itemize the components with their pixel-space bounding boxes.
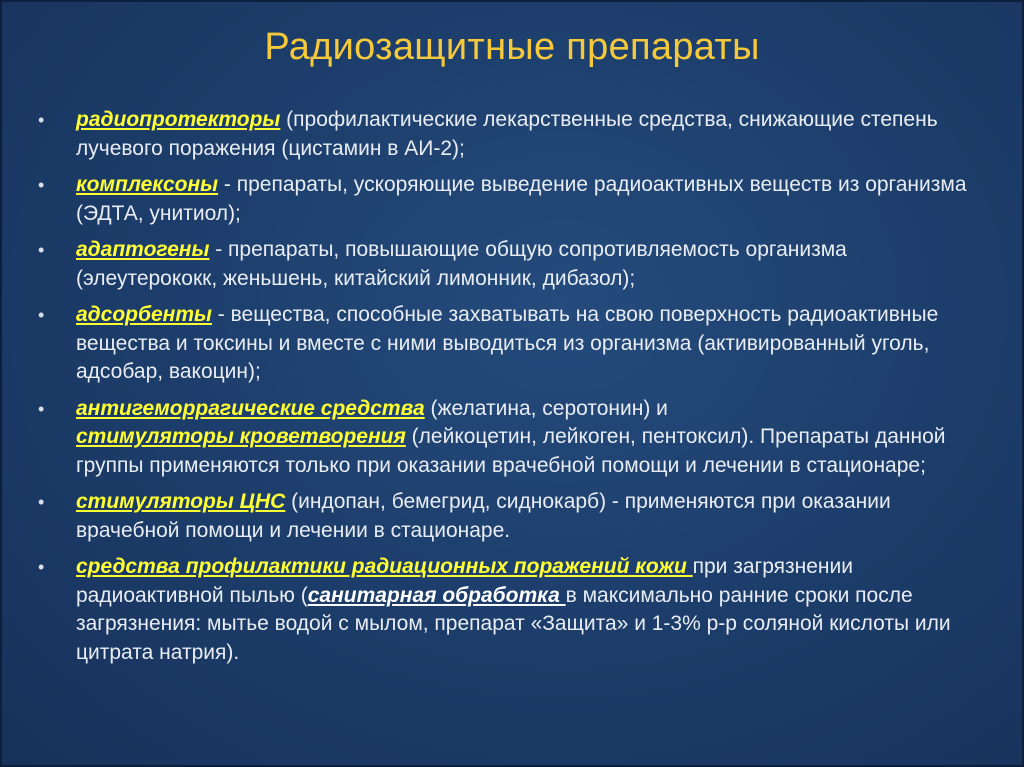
bullet-icon: • <box>38 240 45 260</box>
item-text-secondary: в максимально ранние сроки после загрязнения: мытье водой с мылом, препарат «Защита» и 1-3% р-р соляной кислоты или цитрата натрия). <box>76 583 951 664</box>
list-item <box>32 395 992 481</box>
item-term-secondary: санитарная обработка <box>307 583 566 607</box>
bullet-icon: • <box>38 398 45 419</box>
item-term: антигеморрагические средства <box>76 396 425 420</box>
item-term-secondary: стимуляторы кроветворения <box>76 425 406 448</box>
item-text-secondary: (лейкоцетин, лейкоген, пентоксил). Препараты данной группы применяются только при оказании врачебной помощи и лечении в стационаре; <box>76 425 946 477</box>
bullet-icon: • <box>38 110 45 130</box>
item-text: - препараты, ускоряющие выведение радиоактивных веществ из организма (ЭДТА, унитиол); <box>76 173 967 225</box>
list-item <box>32 236 992 293</box>
bullet-icon: • <box>38 305 45 325</box>
bullet-icon: • <box>38 557 45 577</box>
item-term: стимуляторы ЦНС <box>76 490 286 513</box>
item-text: (профилактические лекарственные средства, снижающие степень лучевого поражения (цистамин в АИ-2); <box>76 108 938 160</box>
item-term: адаптогены <box>76 238 210 261</box>
item-term: средства профилактики радиационных поражений кожи <box>76 555 693 578</box>
bullet-icon: • <box>38 175 45 195</box>
item-term: радиопротекторы <box>76 108 281 131</box>
item-text: при загрязнении радиоактивной пылью ( <box>76 555 853 607</box>
item-term: комплексоны <box>76 173 219 196</box>
bullet-icon: • <box>38 492 45 512</box>
list-item <box>32 553 992 667</box>
item-text: - препараты, повышающие общую сопротивляемость организма (элеутерококк, женьшень, китайский лимонник, дибазол); <box>76 238 847 290</box>
list-item <box>32 171 992 228</box>
list-item <box>32 106 992 163</box>
item-term: адсорбенты <box>76 303 212 326</box>
list-item <box>32 488 992 545</box>
list-item <box>32 301 992 387</box>
slide-title: Радиозащитные препараты <box>264 26 760 68</box>
bullet-list <box>32 106 992 675</box>
item-text: (индопан, бемегрид, сиднокарб) - применяются при оказании врачебной помощи и лечении в стационаре. <box>76 490 891 542</box>
item-text: - вещества, способные захватывать на свою поверхность радиоактивные вещества и токсины и вместе с ними выводиться из организма (активированный уголь, адсобар, вакоцин); <box>76 303 939 383</box>
item-text: (желатина, серотонин) и <box>424 396 668 420</box>
